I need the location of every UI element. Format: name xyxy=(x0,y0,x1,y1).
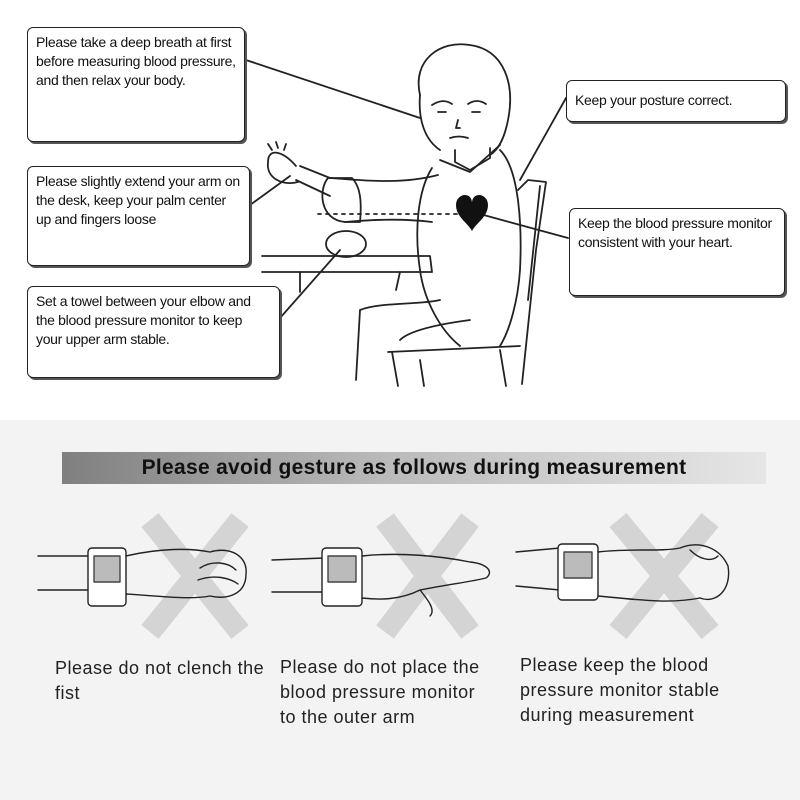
callout-heart-level-text: Keep the blood pressure monitor consistent with your heart. xyxy=(578,215,772,250)
caption-keep-stable: Please keep the blood pressure monitor stable during measurement xyxy=(520,655,720,725)
callout-extend-arm-text: Please slightly extend your arm on the desk, keep your palm center up and fingers loose xyxy=(36,173,240,227)
callout-posture-text: Keep your posture correct. xyxy=(575,92,733,108)
caption-outer-arm: Please do not place the blood pressure monitor to the outer arm xyxy=(280,657,480,727)
callout-deep-breath-text: Please take a deep breath at first before measuring blood pressure, and then relax your body. xyxy=(36,34,236,88)
caption-clench-fist: Please do not clench the fist xyxy=(55,658,265,703)
avoid-title: Please avoid gesture as follows during measurement xyxy=(141,456,687,479)
callout-towel-text: Set a towel between your elbow and the blood pressure monitor to keep your upper arm stable. xyxy=(36,293,251,347)
